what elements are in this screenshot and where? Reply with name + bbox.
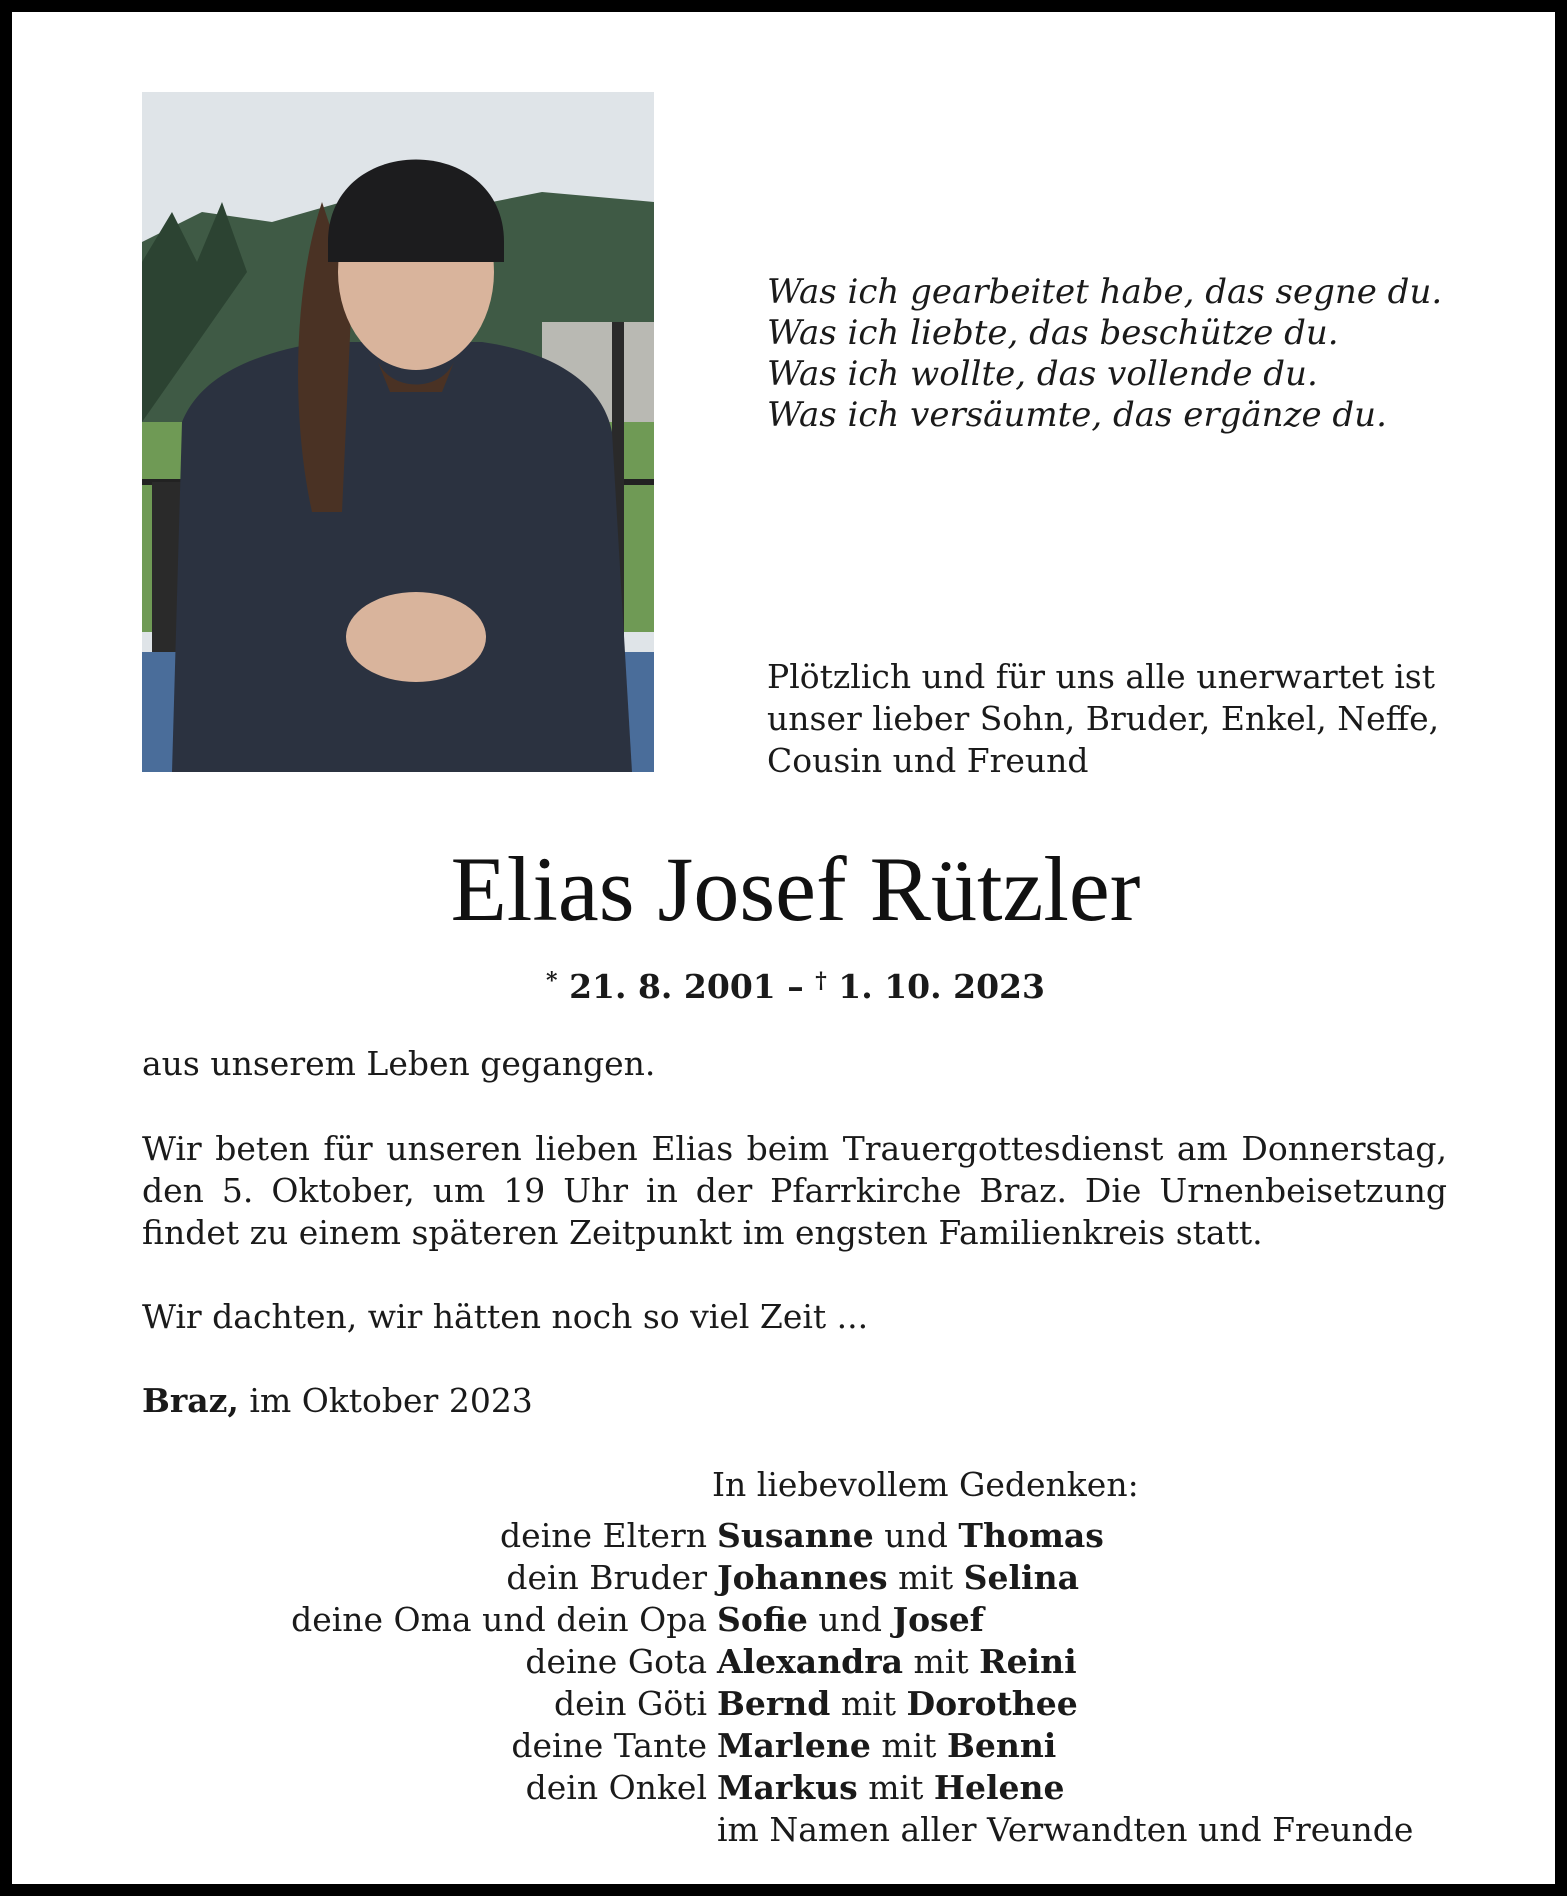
- mourner-conj: mit: [840, 1684, 896, 1723]
- mourner-name: Markus: [717, 1768, 858, 1807]
- verse-block: [767, 272, 1487, 436]
- place-name: Braz,: [142, 1381, 239, 1420]
- mourner-row: [142, 1683, 1447, 1725]
- mourner-name: Sofie: [717, 1600, 808, 1639]
- mourner-name: Marlene: [717, 1726, 871, 1765]
- intro-text: [767, 656, 1487, 782]
- closing-line: im Namen aller Verwandten und Freunde: [717, 1810, 1414, 1849]
- birth-mark: *: [546, 968, 558, 994]
- mourner-relation: deine Gota: [525, 1642, 707, 1681]
- mourner-row-closing: [142, 1809, 1447, 1851]
- mourner-conj: mit: [868, 1768, 924, 1807]
- birth-date: 21. 8. 2001: [569, 967, 776, 1006]
- mourner-relation: deine Tante: [511, 1726, 707, 1765]
- paragraph-time: Wir dachten, wir hätten noch so viel Zeit ...: [142, 1297, 869, 1336]
- mourner-row: [142, 1599, 1447, 1641]
- deceased-name: Elias Josef Rützler: [450, 838, 1141, 940]
- intro-line: unser lieber Sohn, Bruder, Enkel, Neffe,: [767, 699, 1440, 738]
- mourner-name: Susanne: [717, 1516, 874, 1555]
- mourner-relation: deine Oma und dein Opa: [291, 1600, 707, 1639]
- mourners-list: [142, 1515, 1447, 1851]
- mourner-row: [142, 1725, 1447, 1767]
- mourner-conj: mit: [898, 1558, 954, 1597]
- mourner-conj: und: [884, 1516, 948, 1555]
- memory-heading: In liebevollem Gedenken:: [712, 1465, 1139, 1504]
- mourner-conj: mit: [913, 1642, 969, 1681]
- date-separator: –: [787, 967, 804, 1006]
- mourner-name: Dorothee: [906, 1684, 1078, 1723]
- mourner-name: Benni: [946, 1726, 1057, 1765]
- paragraph-service: Wir beten für unseren lieben Elias beim Trauergottesdienst am Donnerstag, den 5. Oktober, um 19 Uhr in der Pfarrkirche Braz. Die Urnenbeisetzung findet zu einem späteren Zeitpunkt im engsten Familienkreis statt.: [142, 1129, 1447, 1252]
- mourner-row: [142, 1515, 1447, 1557]
- mourner-name: Selina: [963, 1558, 1079, 1597]
- verse-line: Was ich liebte, das beschütze du.: [767, 313, 1339, 353]
- month-year: im Oktober 2023: [249, 1381, 533, 1420]
- mourner-relation: dein Onkel: [525, 1768, 707, 1807]
- place-date-line: [142, 1380, 1447, 1422]
- mourner-name: Reini: [979, 1642, 1077, 1681]
- intro-line: Plötzlich und für uns alle unerwartet ist: [767, 657, 1435, 696]
- verse-line: Was ich versäumte, das ergänze du.: [767, 395, 1387, 435]
- mourner-row: [142, 1641, 1447, 1683]
- intro-line: Cousin und Freund: [767, 741, 1089, 780]
- mourner-name: Thomas: [958, 1516, 1104, 1555]
- mourner-conj: mit: [881, 1726, 937, 1765]
- mourner-name: Helene: [933, 1768, 1065, 1807]
- mourner-conj: und: [818, 1600, 882, 1639]
- life-dates: [12, 960, 1567, 1008]
- verse-line: Was ich gearbeitet habe, das segne du.: [767, 272, 1443, 312]
- paragraph-departed: aus unserem Leben gegangen.: [142, 1044, 656, 1083]
- mourner-name: Alexandra: [717, 1642, 904, 1681]
- mourner-name: Josef: [892, 1600, 984, 1639]
- mourner-relation: dein Göti: [554, 1684, 707, 1723]
- death-mark: †: [815, 968, 827, 994]
- mourner-relation: dein Bruder: [506, 1558, 707, 1597]
- mourner-relation: deine Eltern: [500, 1516, 707, 1555]
- death-date: 1. 10. 2023: [838, 967, 1045, 1006]
- mourner-name: Bernd: [717, 1684, 831, 1723]
- portrait-photo: [142, 92, 654, 772]
- mourner-name: Johannes: [717, 1558, 888, 1597]
- verse-line: Was ich wollte, das vollende du.: [767, 354, 1318, 394]
- mourner-row: [142, 1557, 1447, 1599]
- mourner-row: [142, 1767, 1447, 1809]
